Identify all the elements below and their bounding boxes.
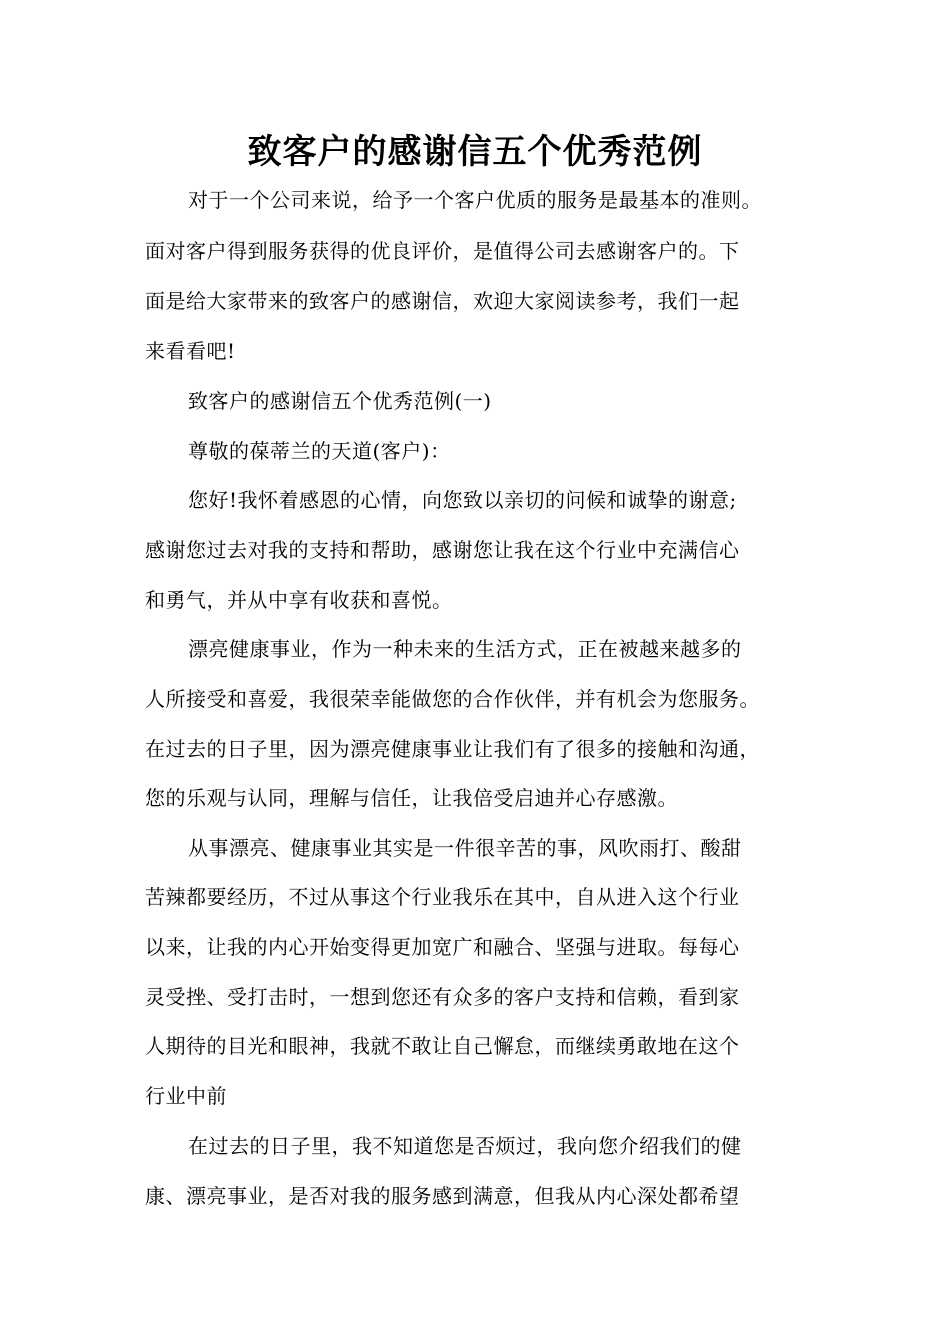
- paragraph-line: 在过去的日子里，我不知道您是否烦过，我向您介绍我们的健: [188, 1134, 742, 1158]
- salutation: 尊敬的葆蒂兰的天道(客户)：: [188, 439, 451, 463]
- paragraph-line: 以来，让我的内心开始变得更加宽广和融合、坚强与进取。每每心: [145, 935, 740, 959]
- paragraph-line: 苦辣都要经历，不过从事这个行业我乐在其中，自从进入这个行业: [145, 885, 740, 909]
- paragraph-line: 灵受挫、受打击时，一想到您还有众多的客户支持和信赖，看到家: [145, 985, 740, 1009]
- paragraph-line: 康、漂亮事业，是否对我的服务感到满意，但我从内心深处都希望: [145, 1184, 740, 1208]
- paragraph-line: 面是给大家带来的致客户的感谢信，欢迎大家阅读参考，我们一起: [145, 289, 740, 313]
- paragraph-line: 对于一个公司来说，给予一个客户优质的服务是最基本的准则。: [188, 188, 762, 212]
- paragraph-line: 来看看吧!: [145, 339, 236, 363]
- paragraph-line: 行业中前: [145, 1084, 227, 1108]
- paragraph-line: 和勇气，并从中享有收获和喜悦。: [145, 588, 453, 612]
- paragraph-line: 从事漂亮、健康事业其实是一件很辛苦的事，风吹雨打、酸甜: [188, 836, 742, 860]
- paragraph-line: 面对客户得到服务获得的优良评价，是值得公司去感谢客户的。下: [145, 239, 740, 263]
- section-heading: 致客户的感谢信五个优秀范例(一): [188, 389, 492, 413]
- paragraph-line: 您的乐观与认同，理解与信任，让我倍受启迪并心存感激。: [145, 786, 678, 810]
- paragraph-line: 感谢您过去对我的支持和帮助，感谢您让我在这个行业中充满信心: [145, 538, 740, 562]
- paragraph-line: 您好!我怀着感恩的心情，向您致以亲切的问候和诚挚的谢意;: [188, 488, 737, 512]
- paragraph-line: 人期待的目光和眼神，我就不敢让自己懈怠，而继续勇敢地在这个: [145, 1034, 740, 1058]
- paragraph-line: 漂亮健康事业，作为一种未来的生活方式，正在被越来越多的: [188, 637, 742, 661]
- paragraph-line: 人所接受和喜爱，我很荣幸能做您的合作伙伴，并有机会为您服务。: [145, 687, 760, 711]
- document-title: 致客户的感谢信五个优秀范例: [247, 132, 703, 172]
- paragraph-line: 在过去的日子里，因为漂亮健康事业让我们有了很多的接触和沟通，: [145, 737, 760, 761]
